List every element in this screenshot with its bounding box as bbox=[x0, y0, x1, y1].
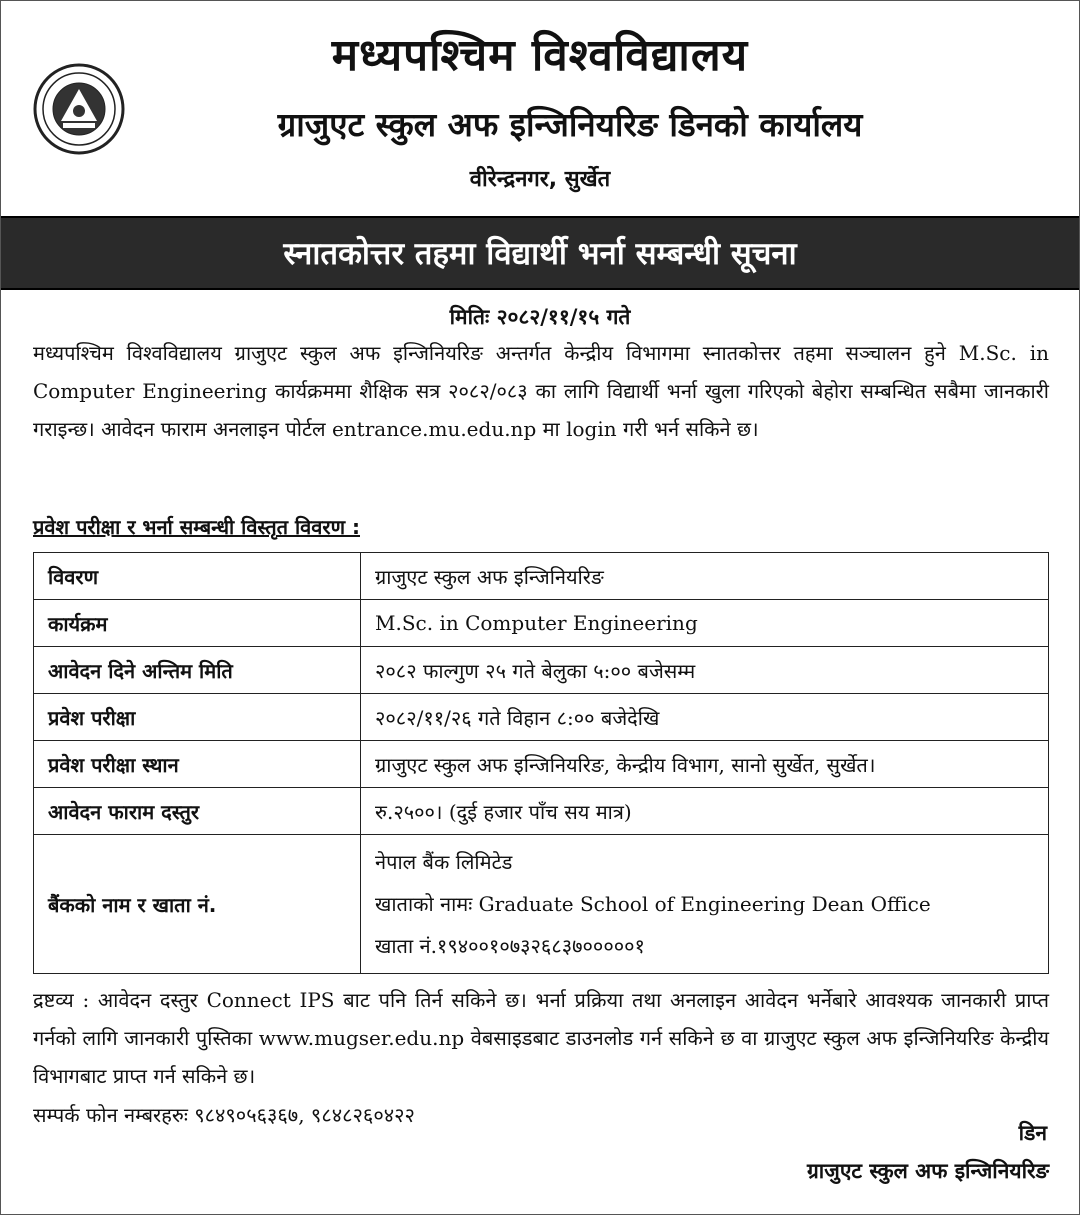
row-value: २०८२/११/२६ गते विहान ८:०० बजेदेखि bbox=[361, 694, 1049, 741]
signatory-organization: ग्राजुएट स्कुल अफ इन्जिनियरिङ bbox=[806, 1159, 1049, 1183]
notice-title: स्नातकोत्तर तहमा विद्यार्थी भर्ना सम्बन्धी सूचना bbox=[1, 216, 1079, 290]
letterhead bbox=[1, 1, 1079, 216]
row-label: विवरण bbox=[34, 553, 361, 600]
account-name: खाताको नामः Graduate School of Engineering Dean Office bbox=[375, 892, 931, 916]
row-label: प्रवेश परीक्षा स्थान bbox=[34, 741, 361, 788]
row-value: ग्राजुएट स्कुल अफ इन्जिनियरिङ bbox=[361, 553, 1049, 600]
details-heading: प्रवेश परीक्षा र भर्ना सम्बन्धी विस्तृत विवरण : bbox=[33, 515, 360, 539]
table-row bbox=[34, 553, 1049, 600]
table-row bbox=[34, 741, 1049, 788]
row-label: आवेदन फाराम दस्तुर bbox=[34, 788, 361, 835]
university-name: मध्यपश्चिम विश्वविद्यालय bbox=[331, 30, 749, 81]
table-row bbox=[34, 647, 1049, 694]
signatory-title: डिन bbox=[1018, 1121, 1047, 1145]
bank-row bbox=[34, 835, 1049, 974]
account-number: खाता नं.१९४००१०७३२६८३७०००००१ bbox=[375, 934, 645, 958]
details-table bbox=[33, 552, 1049, 974]
notice-date: मितिः २०८२/११/१५ गते bbox=[449, 305, 631, 329]
footnote: द्रष्टव्य : आवेदन दस्तुर Connect IPS बाट पनि तिर्न सकिने छ। भर्ना प्रक्रिया तथा अनलाइन आवेदन भर्नेबारे आवश्यक जानकारी प्राप्त गर्नको लागि जानकारी पुस्तिका www.mugser.edu.np वेबसाइडबाट डाउनलोड गर्न सकिने छ वा ग्राजुएट स्कुल अफ इन्जिनियरिङ केन्द्रीय विभागबाट प्राप्त गर्न सकिने छ। bbox=[33, 988, 1049, 1088]
row-label: आवेदन दिने अन्तिम मिति bbox=[34, 647, 361, 694]
row-label: प्रवेश परीक्षा bbox=[34, 694, 361, 741]
table-row bbox=[34, 694, 1049, 741]
table-row bbox=[34, 600, 1049, 647]
row-value: रु.२५००। (दुई हजार पाँच सय मात्र) bbox=[361, 788, 1049, 835]
office-name: ग्राजुएट स्कुल अफ इन्जिनियरिङ डिनको कार्यालय bbox=[277, 105, 863, 144]
bank-label: बैंकको नाम र खाता नं. bbox=[34, 835, 361, 974]
row-label: कार्यक्रम bbox=[34, 600, 361, 647]
intro-paragraph: मध्यपश्चिम विश्वविद्यालय ग्राजुएट स्कुल अफ इन्जिनियरिङ अन्तर्गत केन्द्रीय विभागमा स्नातकोत्तर तहमा सञ्चालन हुने M.Sc. in Computer Engineering कार्यक्रममा शैक्षिक सत्र २०८२/०८३ का लागि विद्यार्थी भर्ना खुला गरिएको बेहोरा सम्बन्धित सबैमा जानकारी गराइन्छ। आवेदन फाराम अनलाइन पोर्टल entrance.mu.edu.np मा login गरी भर्न सकिने छ। bbox=[33, 341, 1049, 441]
row-value: ग्राजुएट स्कुल अफ इन्जिनियरिङ, केन्द्रीय विभाग, सानो सुर्खेत, सुर्खेत। bbox=[361, 741, 1049, 788]
table-row bbox=[34, 788, 1049, 835]
office-location: वीरेन्द्रनगर, सुर्खेत bbox=[469, 167, 611, 192]
bank-details bbox=[361, 835, 1049, 974]
bank-name: नेपाल बैंक लिमिटेड bbox=[375, 850, 513, 874]
row-value: २०८२ फाल्गुण २५ गते बेलुका ५:०० बजेसम्म bbox=[361, 647, 1049, 694]
row-value: M.Sc. in Computer Engineering bbox=[361, 600, 1049, 647]
contact-phones: सम्पर्क फोन नम्बरहरुः ९८४९०५६३६७, ९८४८२६०४२२ bbox=[33, 1103, 415, 1127]
